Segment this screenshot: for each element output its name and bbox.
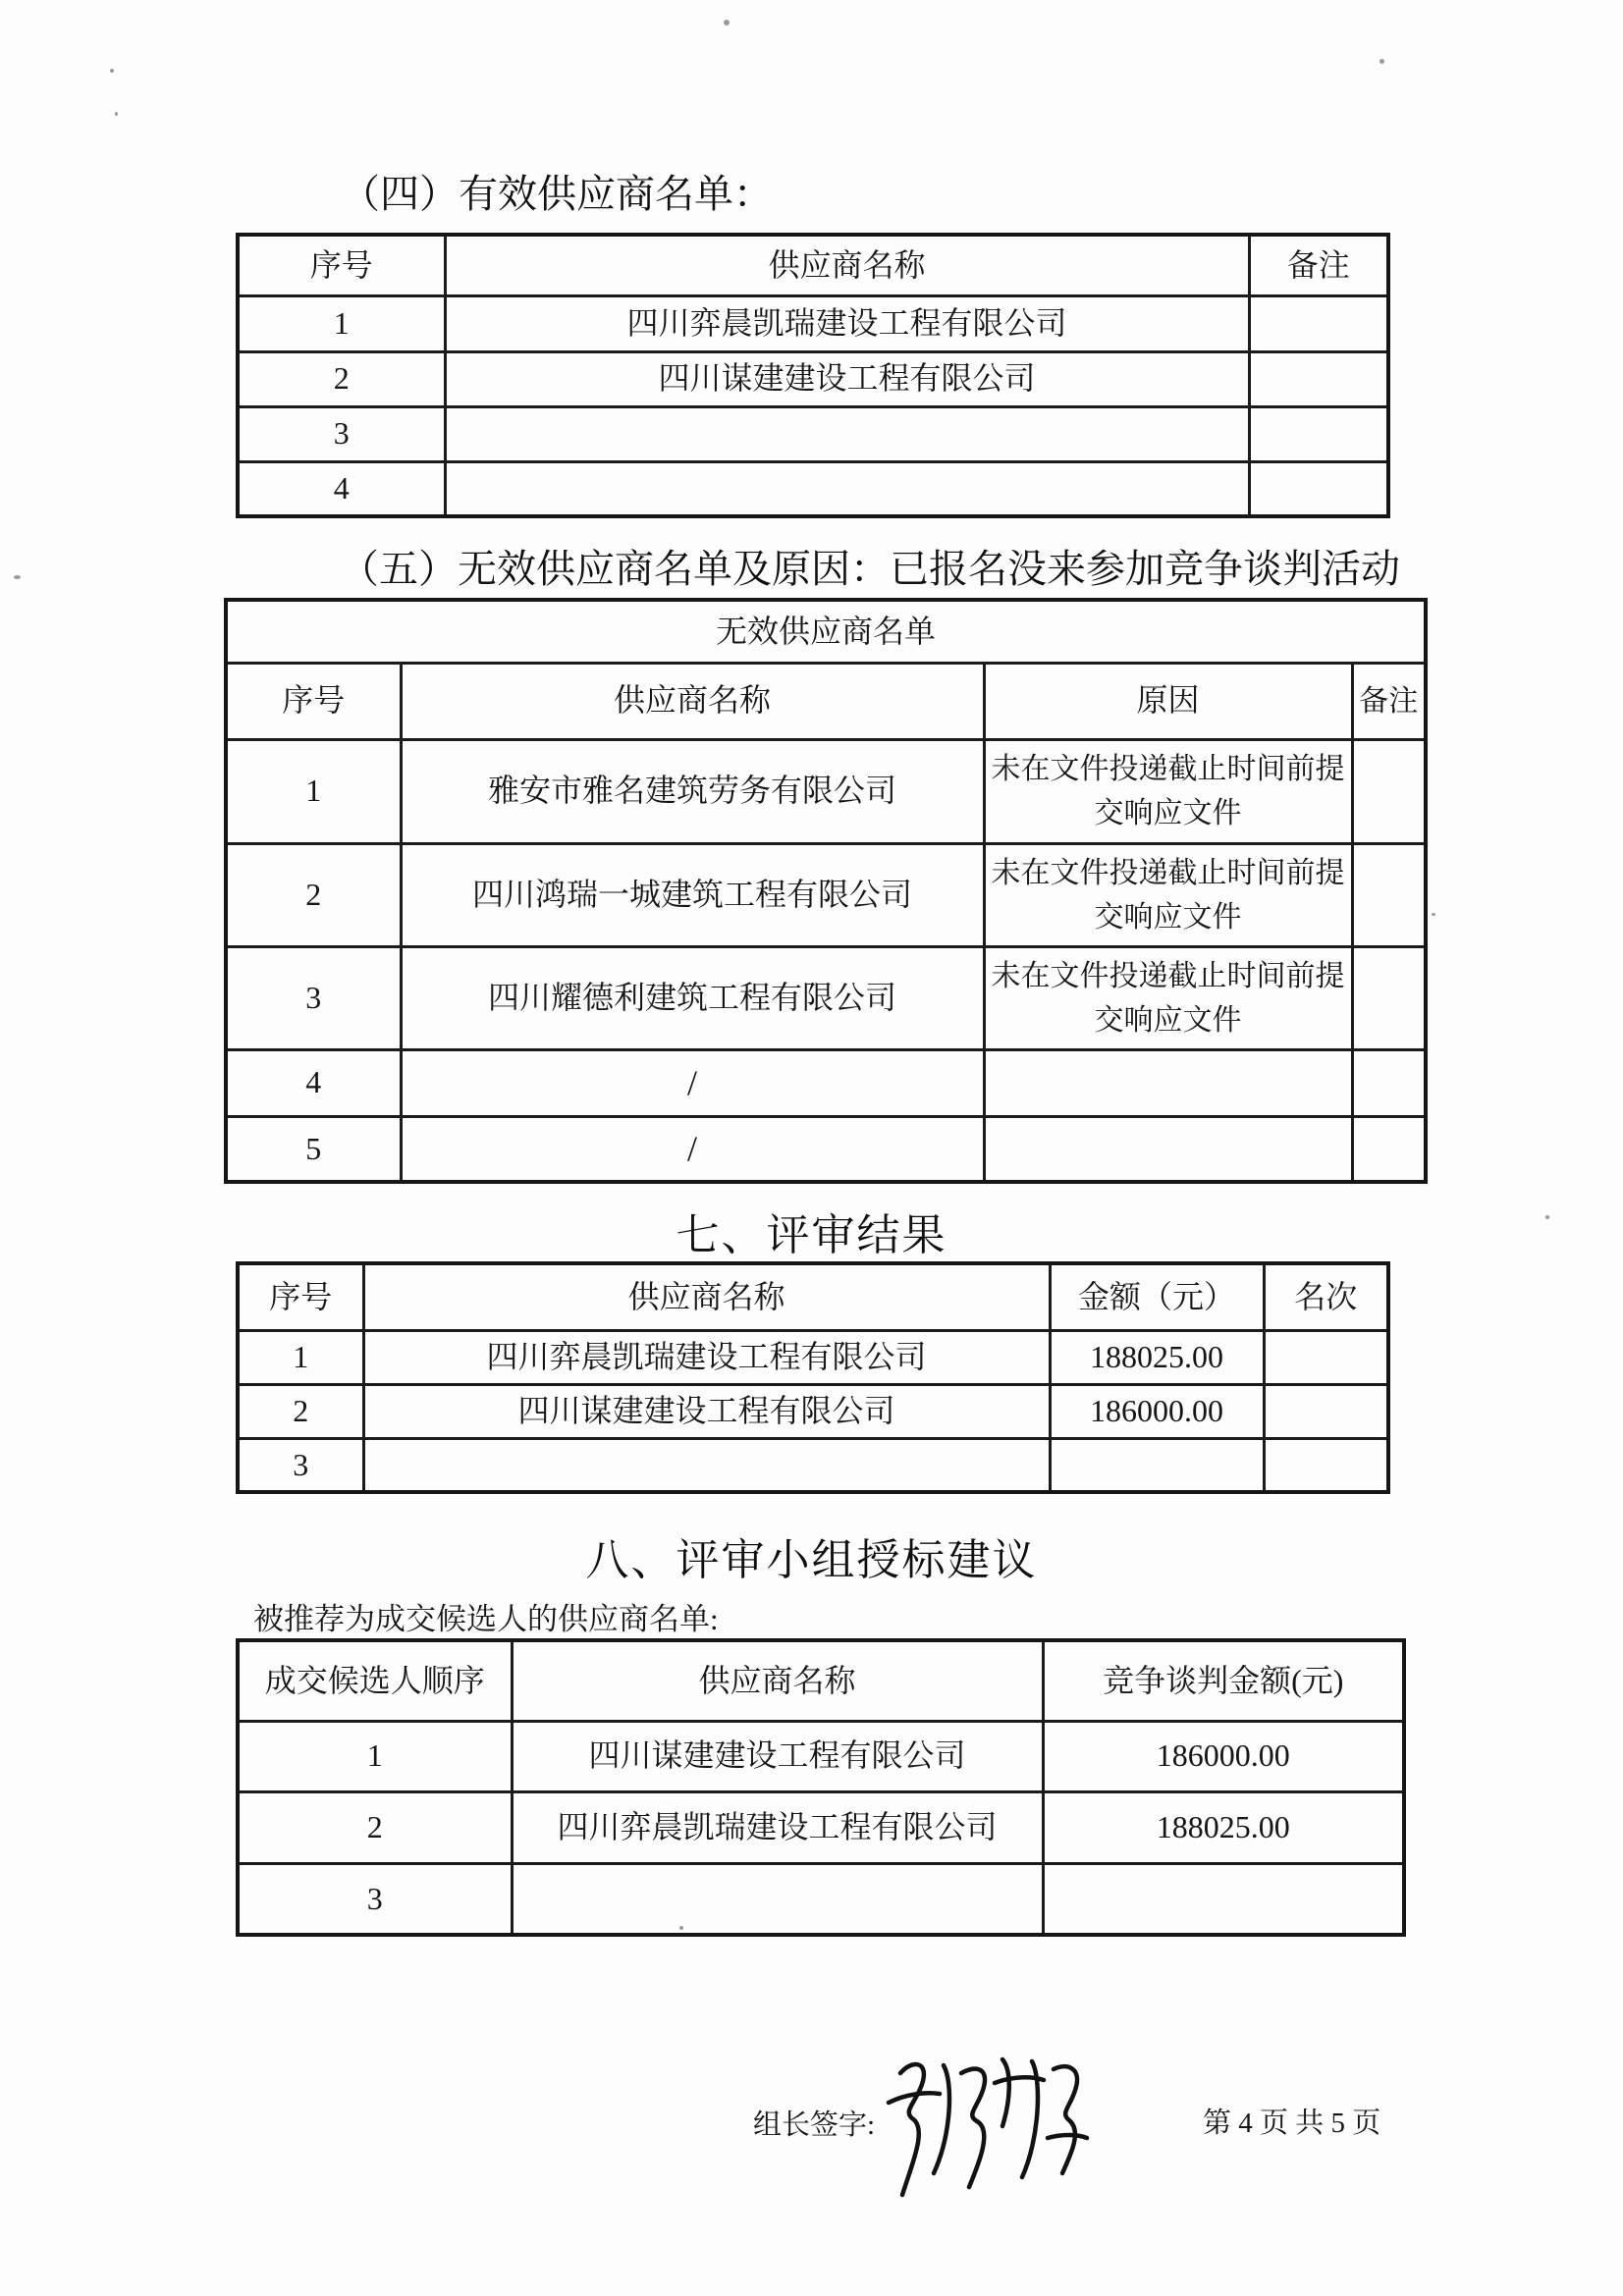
serial-cell: 3 xyxy=(238,1863,512,1935)
supplier-name-cell: 四川谋建建设工程有限公司 xyxy=(445,351,1249,406)
award-candidates-subtitle: 被推荐为成交候选人的供应商名单: xyxy=(253,1602,719,1636)
serial-cell: 3 xyxy=(238,1438,363,1492)
note-cell xyxy=(1249,461,1388,516)
note-cell xyxy=(1249,351,1388,406)
amount-cell: 186000.00 xyxy=(1050,1384,1264,1438)
serial-cell: 1 xyxy=(238,1721,512,1791)
section-result-title: 七、评审结果 xyxy=(676,1211,947,1259)
table-row xyxy=(226,739,1426,843)
leader-signature-handwriting xyxy=(879,2040,1105,2207)
note-cell xyxy=(1249,406,1388,461)
supplier-name-cell: 四川谋建建设工程有限公司 xyxy=(363,1384,1050,1438)
header-cell: 序号 xyxy=(238,235,445,295)
table-header-row xyxy=(238,1263,1388,1330)
table-row xyxy=(226,1049,1426,1116)
header-cell: 原因 xyxy=(984,663,1352,739)
serial-cell: 1 xyxy=(226,739,401,843)
award-recommendation-table xyxy=(236,1638,1406,1937)
table-row xyxy=(238,1791,1404,1863)
table-caption-cell: 无效供应商名单 xyxy=(226,600,1426,663)
note-cell xyxy=(1352,843,1426,946)
header-cell: 名次 xyxy=(1264,1263,1388,1330)
table-row xyxy=(238,1384,1388,1438)
scan-speck xyxy=(14,575,21,579)
rank-cell xyxy=(1264,1384,1388,1438)
invalid-suppliers-table xyxy=(224,598,1428,1184)
header-cell: 供应商名称 xyxy=(445,235,1249,295)
scan-speck xyxy=(110,69,114,73)
supplier-name-cell xyxy=(445,461,1249,516)
header-cell: 备注 xyxy=(1249,235,1388,295)
header-cell: 金额（元） xyxy=(1050,1263,1264,1330)
header-cell: 序号 xyxy=(226,663,401,739)
supplier-name-cell: 四川弈晨凯瑞建设工程有限公司 xyxy=(512,1791,1043,1863)
serial-cell: 2 xyxy=(226,843,401,946)
note-cell xyxy=(1352,1116,1426,1182)
table-row xyxy=(238,1330,1388,1384)
reason-cell: 未在文件投递截止时间前提交响应文件 xyxy=(984,739,1352,843)
amount-cell xyxy=(1050,1438,1264,1492)
supplier-name-cell: 四川弈晨凯瑞建设工程有限公司 xyxy=(445,295,1249,351)
valid-suppliers-table xyxy=(236,233,1390,518)
serial-cell: 4 xyxy=(238,461,445,516)
table-row xyxy=(238,461,1388,516)
serial-cell: 2 xyxy=(238,351,445,406)
table-row xyxy=(238,351,1388,406)
supplier-name-cell xyxy=(363,1438,1050,1492)
table-row xyxy=(226,946,1426,1049)
table-caption-row xyxy=(226,600,1426,663)
supplier-name-cell: 四川谋建建设工程有限公司 xyxy=(512,1721,1043,1791)
supplier-name-cell: 四川弈晨凯瑞建设工程有限公司 xyxy=(363,1330,1050,1384)
table-row xyxy=(238,295,1388,351)
header-cell: 供应商名称 xyxy=(401,663,984,739)
supplier-name-cell: 雅安市雅名建筑劳务有限公司 xyxy=(401,739,984,843)
note-cell xyxy=(1249,295,1388,351)
supplier-name-cell: / xyxy=(401,1049,984,1116)
reason-cell: 未在文件投递截止时间前提交响应文件 xyxy=(984,946,1352,1049)
scan-speck xyxy=(1380,59,1384,64)
supplier-name-cell: 四川鸿瑞一城建筑工程有限公司 xyxy=(401,843,984,946)
section-valid-title: （四）有效供应商名单： xyxy=(341,172,773,216)
table-row xyxy=(238,1438,1388,1492)
serial-cell: 4 xyxy=(226,1049,401,1116)
note-cell xyxy=(1352,1049,1426,1116)
table-row xyxy=(238,1863,1404,1935)
header-cell: 成交候选人顺序 xyxy=(238,1640,512,1721)
scan-speck xyxy=(724,20,730,26)
evaluation-result-table xyxy=(236,1261,1390,1494)
rank-cell xyxy=(1264,1438,1388,1492)
header-cell: 序号 xyxy=(238,1263,363,1330)
reason-cell xyxy=(984,1116,1352,1182)
table-header-row xyxy=(238,1640,1404,1721)
supplier-name-cell xyxy=(512,1863,1043,1935)
amount-cell: 188025.00 xyxy=(1043,1791,1404,1863)
serial-cell: 2 xyxy=(238,1791,512,1863)
header-cell: 竞争谈判金额(元) xyxy=(1043,1640,1404,1721)
rank-cell xyxy=(1264,1330,1388,1384)
header-cell: 供应商名称 xyxy=(363,1263,1050,1330)
signature-label: 组长签字: xyxy=(753,2109,876,2141)
table-row xyxy=(226,843,1426,946)
header-cell: 备注 xyxy=(1352,663,1426,739)
supplier-name-cell xyxy=(445,406,1249,461)
scan-speck xyxy=(1432,913,1435,916)
amount-cell xyxy=(1043,1863,1404,1935)
serial-cell: 5 xyxy=(226,1116,401,1182)
note-cell xyxy=(1352,739,1426,843)
serial-cell: 1 xyxy=(238,295,445,351)
table-row xyxy=(226,1116,1426,1182)
note-cell xyxy=(1352,946,1426,1049)
reason-cell: 未在文件投递截止时间前提交响应文件 xyxy=(984,843,1352,946)
scan-speck xyxy=(115,112,118,116)
serial-cell: 3 xyxy=(226,946,401,1049)
header-cell: 供应商名称 xyxy=(512,1640,1043,1721)
supplier-name-cell: 四川耀德利建筑工程有限公司 xyxy=(401,946,984,1049)
table-row xyxy=(238,1721,1404,1791)
supplier-name-cell: / xyxy=(401,1116,984,1182)
table-row xyxy=(238,406,1388,461)
section-invalid-title: （五）无效供应商名单及原因：已报名没来参加竞争谈判活动 xyxy=(340,547,1400,591)
serial-cell: 3 xyxy=(238,406,445,461)
table-header-row xyxy=(226,663,1426,739)
table-header-row xyxy=(238,235,1388,295)
serial-cell: 2 xyxy=(238,1384,363,1438)
page-number: 第 4 页 共 5 页 xyxy=(1203,2108,1381,2139)
reason-cell xyxy=(984,1049,1352,1116)
section-award-title: 八、评审小组授标建议 xyxy=(585,1536,1038,1584)
amount-cell: 186000.00 xyxy=(1043,1721,1404,1791)
amount-cell: 188025.00 xyxy=(1050,1330,1264,1384)
serial-cell: 1 xyxy=(238,1330,363,1384)
